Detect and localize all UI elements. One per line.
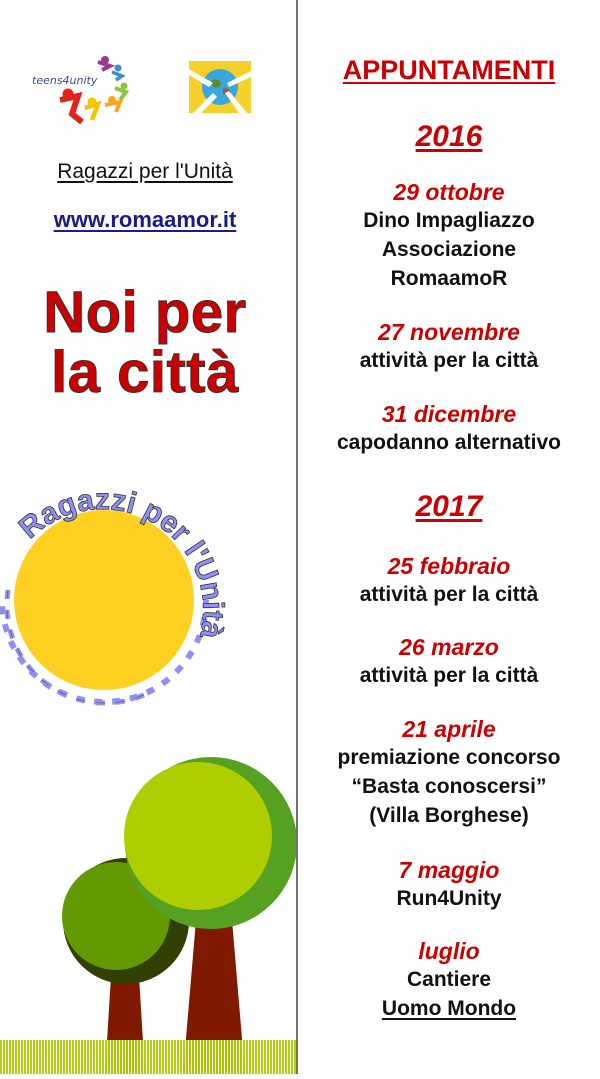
event-line: attività per la città: [359, 664, 539, 687]
event-line: RomaamoR: [390, 267, 508, 290]
event-item: [298, 715, 600, 830]
event-line: Cantiere: [406, 968, 492, 991]
appointments-panel: [298, 0, 600, 1074]
event-item: [298, 552, 600, 609]
teens4unity-logo: [30, 50, 140, 130]
event-line: capodanno alternativo: [336, 431, 562, 454]
website-link[interactable]: www.romaamor.it: [53, 207, 237, 232]
headline-line-2: la città: [51, 340, 239, 405]
event-line: premiazione concorso: [337, 746, 561, 769]
event-date: 31 dicembre: [381, 401, 517, 427]
event-line: Dino Impagliazzo: [363, 209, 535, 232]
event-date: 7 maggio: [398, 857, 500, 883]
event-date: 29 ottobre: [393, 179, 505, 205]
event-item: [298, 937, 600, 1023]
svg-text:teens4unity: teens4unity: [32, 74, 98, 87]
trees-illustration: [0, 740, 296, 1074]
event-date: 25 febbraio: [387, 553, 511, 579]
headline-line-1: Noi per: [43, 280, 247, 345]
event-date: luglio: [418, 938, 480, 964]
event-date: 26 marzo: [399, 634, 499, 660]
event-date: 27 novembre: [378, 319, 520, 345]
event-line: attività per la città: [359, 583, 539, 606]
event-line-underlined: Uomo Mondo: [381, 997, 517, 1020]
event-line: (Villa Borghese): [369, 804, 529, 827]
event-line: “Basta conoscersi”: [351, 775, 547, 798]
sun-arc-text: Ragazzi per l'Unità: [12, 483, 230, 642]
event-item: [298, 318, 600, 375]
year-heading-2017: 2017: [415, 490, 483, 523]
event-date: 21 aprile: [402, 716, 496, 742]
event-line: attività per la città: [359, 349, 539, 372]
appointments-title: APPUNTAMENTI: [342, 55, 556, 85]
group-name: Ragazzi per l'Unità: [57, 160, 233, 183]
event-item: [298, 400, 600, 457]
event-item: [298, 178, 600, 293]
globe-logo: [189, 61, 251, 113]
event-line: Run4Unity: [396, 887, 502, 910]
year-heading-2016: 2016: [415, 120, 483, 153]
sun-graphic: [0, 480, 230, 710]
headline: [0, 280, 290, 405]
event-line: Associazione: [381, 238, 517, 261]
event-item: [298, 633, 600, 690]
event-item: [298, 856, 600, 913]
left-panel: [0, 0, 296, 1074]
